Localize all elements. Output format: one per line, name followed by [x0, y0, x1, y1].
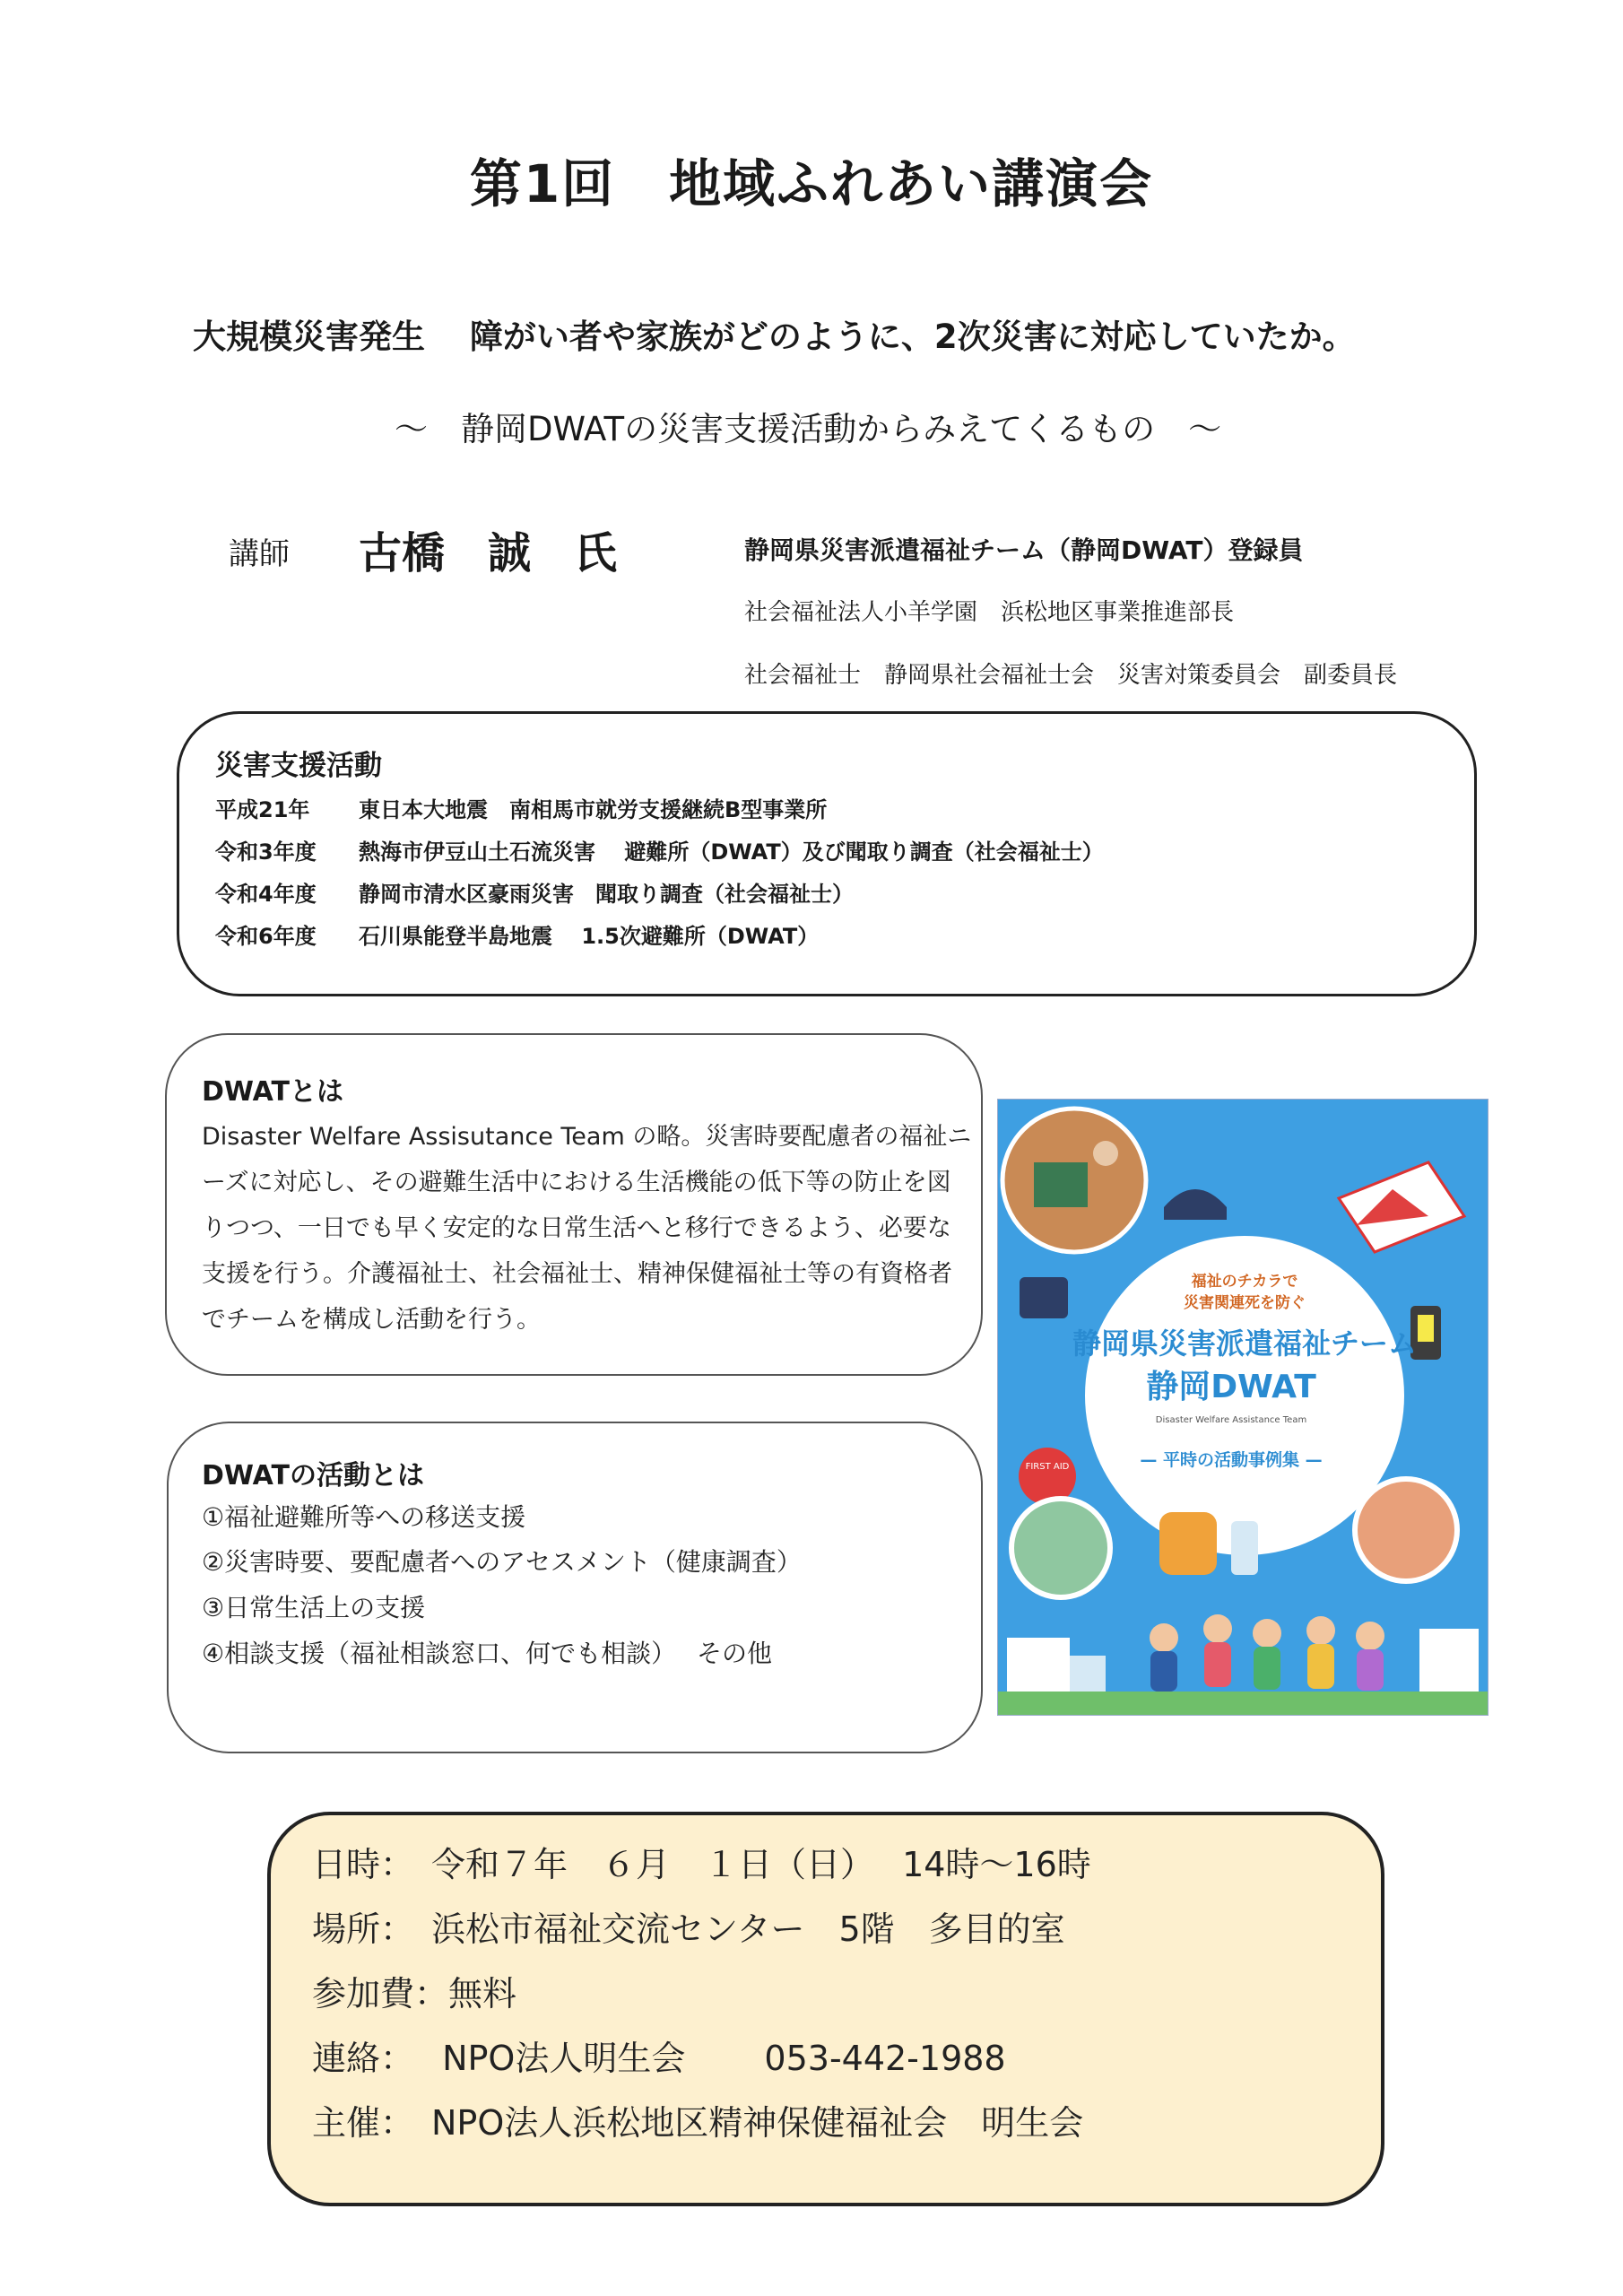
brochure-english-name: Disaster Welfare Assistance Team: [1155, 1415, 1307, 1425]
subtitle-secondary: ～ 静岡DWATの災害支援活動からみえてくるもの ～: [395, 410, 1222, 448]
brochure-logo-text: 静岡DWAT: [1146, 1369, 1316, 1405]
page-title: 第1回 地域ふれあい講演会: [469, 153, 1154, 214]
dwat-activity-item: ④相談支援（福祉相談窓口、何でも相談） その他: [202, 1639, 773, 1668]
lecturer-name: 古橋 誠 氏: [359, 528, 618, 578]
dwat-activity-title: DWATの活動とは: [202, 1460, 424, 1492]
event-datetime: 日時： 令和７年 ６月 １日（日） 14時～16時: [312, 1845, 1091, 1884]
support-activities-title: 災害支援活動: [215, 750, 382, 782]
lecturer-label: 講師: [229, 536, 290, 572]
support-activity-row: [215, 792, 827, 823]
dwat-activity-item: ①福祉避難所等への移送支援: [202, 1502, 526, 1532]
lecturer-credential: 社会福祉法人小羊学園 浜松地区事業推進部長: [744, 599, 1235, 626]
brochure-title: 静岡県災害派遣福祉チーム: [1072, 1326, 1418, 1361]
event-fee: 参加費：無料: [312, 1974, 517, 2013]
lecturer-credential: 静岡県災害派遣福祉チーム（静岡DWAT）登録員: [744, 535, 1304, 565]
support-activity-year: 令和6年度: [215, 924, 317, 949]
support-activity-year: 令和4年度: [215, 882, 317, 907]
support-activity-text: 石川県能登半島地震 1.5次避難所（DWAT）: [359, 924, 820, 949]
event-venue: 場所： 浜松市福祉交流センター 5階 多目的室: [312, 1909, 1065, 1949]
support-activity-text: 熱海市伊豆山土石流災害 避難所（DWAT）及び聞取り調査（社会福祉士）: [359, 839, 1104, 865]
dwat-activity-item: ②災害時要、要配慮者へのアセスメント（健康調査）: [202, 1547, 802, 1577]
support-activity-row: [215, 834, 1104, 865]
lecturer-credential: 社会福祉士 静岡県社会福祉士会 災害対策委員会 副委員長: [744, 662, 1398, 689]
dwat-brochure-image: [997, 1099, 1488, 1716]
dwat-definition-title: DWATとは: [202, 1076, 343, 1108]
dwat-definition-body: Disaster Welfare Assisutance Team の略。災害時要配慮者の福祉ニーズに対応し、その避難生活中における生活機能の低下等の防止を図りつつ、一日でも早く安定的な日常生活へと移行できるよう、必要な支援を行う。介護福祉士、社会福祉士、精神保健福祉士等の有資格者でチームを構成し活動を行う。: [202, 1123, 972, 1334]
first-aid-label: FIRST AID: [1025, 1462, 1070, 1472]
support-activity-text: 東日本大地震 南相馬市就労支援継続B型事業所: [359, 797, 828, 822]
brochure-tagline-1: 福祉のチカラで: [1191, 1273, 1298, 1291]
event-organizer: 主催： NPO法人浜松地区精神保健福祉会 明生会: [312, 2103, 1084, 2143]
dwat-activity-item: ③日常生活上の支援: [202, 1593, 426, 1622]
support-activity-row: [215, 876, 854, 908]
support-activity-year: 令和3年度: [215, 839, 317, 865]
brochure-subtitle: — 平時の活動事例集 —: [1140, 1450, 1323, 1470]
brochure-tagline-2: 災害関連死を防ぐ: [1184, 1294, 1306, 1312]
event-contact: 連絡： NPO法人明生会 053-442-1988: [312, 2039, 1006, 2078]
support-activity-text: 静岡市清水区豪雨災害 聞取り調査（社会福祉士）: [359, 882, 854, 907]
subtitle: 大規模災害発生 障がい者や家族がどのように、2次災害に対応していたか。: [193, 317, 1356, 356]
support-activity-row: [215, 918, 819, 950]
support-activity-year: 平成21年: [215, 797, 310, 822]
